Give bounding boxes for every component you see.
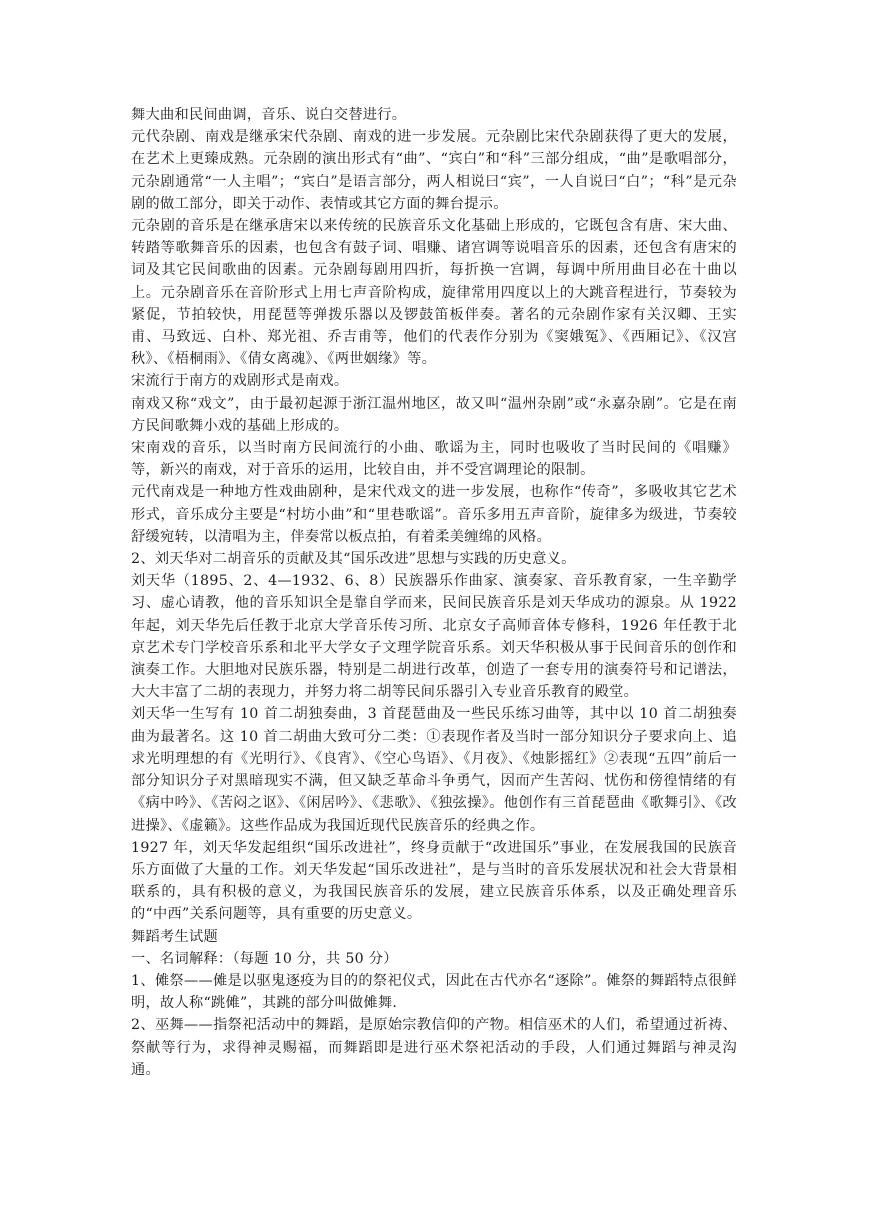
question-heading-liu-tianhua: 2、刘天华对二胡音乐的贡献及其“国乐改进”思想与实践的历史意义。	[131, 551, 576, 568]
paragraph-guoyue-gaijinshe: 1927 年，刘天华发起组织“国乐改进社”，终身贡献于“改进国乐”事业，在发展我国的民族音乐方面做了大量的工作。刘天华发起“国乐改进社”，是与当时的音乐发展状况和社会大背景相联系的，具有积极的意义，为我国民族音乐的发展，建立民族音乐体系，以及正确处理音乐的“中西”关系问题等，具有重要的历史意义。	[131, 839, 737, 923]
paragraph-zaju-intro-tail: 舞大曲和民间曲调，音乐、说白交替进行。	[131, 107, 407, 123]
definition-wu-wu: 2、巫舞——指祭祀活动中的舞蹈，是原始宗教信仰的产物。相信巫术的人们，希望通过祈祷、祭献等行为，求得神灵赐福，而舞蹈即是进行巫术祭祀活动的手段，人们通过舞蹈与神灵沟通。	[131, 1017, 737, 1078]
definition-nuo-ji: 1、傩祭——傩是以驱鬼逐疫为目的的祭祀仪式，因此在古代亦名“逐除”。傩祭的舞蹈特点很鲜明，故人称“跳傩”，其跳的部分叫做傩舞.	[131, 972, 737, 1012]
section-heading-dance-exam: 舞蹈考生试题	[131, 928, 218, 945]
paragraph-yuan-zaju-music: 元杂剧的音乐是在继承唐宋以来传统的民族音乐文化基础上形成的，它既包含有唐、宋大曲、转踏等歌舞音乐的因素，也包含有鼓子词、唱赚、诸宫调等说唱音乐的因素，还包含有唐宋的词及其它民间歌曲的因素。元杂剧每剧用四折，每折换一宫调，每调中所用曲目必在十曲以上。元杂剧音乐在音阶形式上用七声音阶构成，旋律常用四度以上的大跳音程进行，节奏较为紧促，节拍较快，用琵琶等弹拨乐器以及锣鼓笛板伴奏。著名的元杂剧作家有关汉卿、王实甫、马致远、白朴、郑光祖、乔吉甫等，他们的代表作分别为《窦娥冤》、《西厢记》、《汉宫秋》、《梧桐雨》、《倩女离魂》、《两世姻缘》等。	[131, 218, 737, 368]
paragraph-yuan-nanxi: 元代南戏是一种地方性戏曲剧种，是宋代戏文的进一步发展，也称作“传奇”，多吸收其它艺术形式，音乐成分主要是“村坊小曲”和“里巷歌谣”。音乐多用五声音阶，旋律多为级进，节奏较舒缓宛转，以清唱为主，伴奏常以板点拍，有着柔美缠绵的风格。	[131, 484, 737, 545]
paragraph-nanxi-xiwen: 南戏又称“戏文”，由于最初起源于浙江温州地区，故又叫“温州杂剧”或“永嘉杂剧”。它是在南方民间歌舞小戏的基础上形成的。	[131, 395, 737, 434]
paragraph-song-nanxi: 宋流行于南方的戏剧形式是南戏。	[131, 373, 349, 390]
paragraph-liu-tianhua-works: 刘天华一生写有 10 首二胡独奏曲，3 首琵琶曲及一些民乐练习曲等，其中以 10 首二胡独奏曲为最著名。这 10 首二胡曲大致可分二类：①表现作者及当时一部分知识分子要求向上、追求光明理想的有《光明行》、《良宵》、《空心鸟语》、《月夜》、《烛影摇红》②表现“五四”前后一部分知识分子对黑暗现实不满，但又缺乏革命斗争勇气，因而产生苦闷、忧伤和傍徨情绪的有《病中吟》、《苦闷之讴》、《闲居吟》、《悲歌》、《独弦操》。他创作有三首琵琶曲《歌舞引》、《改进操》、《虚籁》。这些作品成为我国近现代民族音乐的经典之作。	[131, 706, 737, 834]
document-body	[131, 104, 737, 1081]
paragraph-song-nanxi-music: 宋南戏的音乐，以当时南方民间流行的小曲、歌谣为主，同时也吸收了当时民间的《唱赚》等，新兴的南戏，对于音乐的运用，比较自由，并不受宫调理论的限制。	[131, 440, 737, 479]
section-heading-term-definitions: 一、名词解释：（每题 10 分，共 50 分）	[131, 950, 398, 967]
paragraph-yuan-zaju-nanxi: 元代杂剧、南戏是继承宋代杂剧、南戏的进一步发展。元杂剧比宋代杂剧获得了更大的发展，在艺术上更臻成熟。元杂剧的演出形式有“曲”、“宾白”和“科”三部分组成，“曲”是歌唱部分，元杂剧通常“一人主唱”；“宾白”是语言部分，两人相说曰“宾”，一人自说曰“白”；“科”是元杂剧的做工部分，即关于动作、表情或其它方面的舞台提示。	[131, 129, 737, 212]
paragraph-liu-tianhua-bio: 刘天华（1895、2、4—1932、6、8）民族器乐作曲家、演奏家、音乐教育家，一生辛勤学习、虚心请教，他的音乐知识全是靠自学而来，民间民族音乐是刘天华成功的源泉。从 1922 年起，刘天华先后任教于北京大学音乐传习所、北京女子高师音体专修科，1926 年任教于北京艺术专门学校音乐系和北平大学女子文理学院音乐系。刘天华积极从事于民间音乐的创作和演奏工作。大胆地对民族乐器，特别是二胡进行改革，创造了一套专用的演奏符号和记谱法，大大丰富了二胡的表现力，并努力将二胡等民间乐器引入专业音乐教育的殿堂。	[131, 573, 737, 701]
